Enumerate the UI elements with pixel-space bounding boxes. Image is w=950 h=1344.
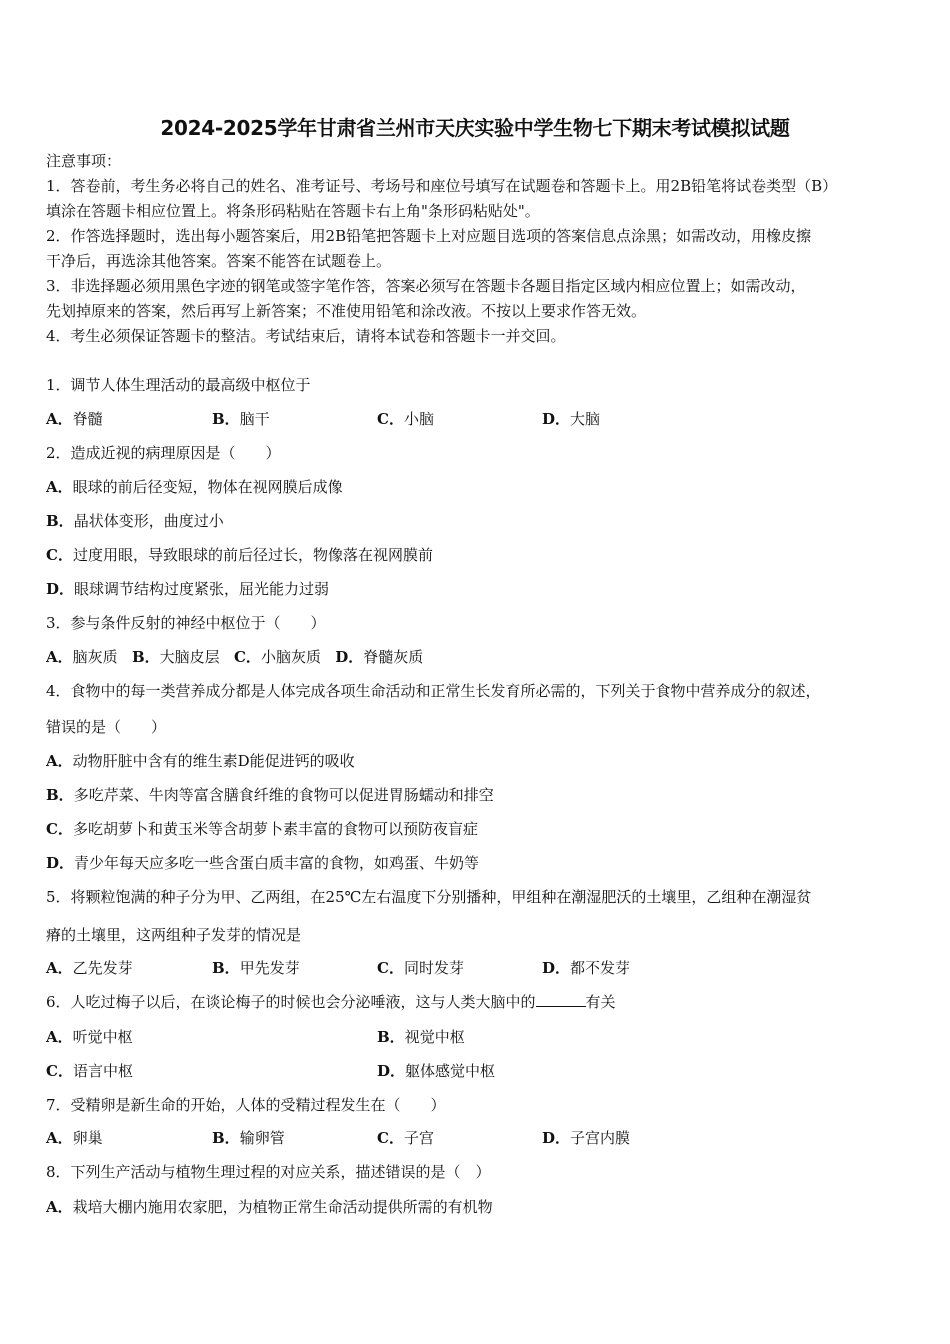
option-text: 小脑 bbox=[403, 410, 434, 428]
q1-option-d bbox=[542, 409, 600, 429]
q2-option-a bbox=[46, 477, 343, 497]
option-text: 脊髓灰质 bbox=[363, 648, 424, 666]
notes-heading: 注意事项： bbox=[46, 152, 122, 170]
option-text: 子宫 bbox=[403, 1129, 434, 1147]
option-label: C． bbox=[46, 820, 73, 838]
option-label: B． bbox=[212, 959, 240, 977]
page-title: 2024-2025学年甘肃省兰州市天庆实验中学生物七下期末考试模拟试题 bbox=[160, 116, 790, 140]
option-text: 多吃芹菜、牛肉等富含膳食纤维的食物可以促进胃肠蠕动和排空 bbox=[73, 786, 494, 804]
option-text: 青少年每天应多吃一些含蛋白质丰富的食物，如鸡蛋、牛奶等 bbox=[74, 854, 480, 872]
option-label: B． bbox=[131, 648, 160, 666]
option-text: 脑干 bbox=[239, 410, 270, 428]
question-7-stem: 7．受精卵是新生命的开始，人体的受精过程发生在（ ） bbox=[46, 1096, 446, 1114]
notes-line: 干净后，再选涂其他答案。答案不能答在试题卷上。 bbox=[46, 252, 392, 270]
option-label: A． bbox=[46, 752, 73, 770]
option-label: D． bbox=[542, 410, 571, 428]
notes-line: 2．作答选择题时，选出每小题答案后，用2B铅笔把答题卡上对应题目选项的答案信息点涂黑；如需改动，用橡皮擦 bbox=[46, 227, 812, 245]
question-1-stem: 1．调节人体生理活动的最高级中枢位于 bbox=[46, 376, 311, 394]
q6-option-a bbox=[46, 1027, 133, 1047]
option-text: 听觉中枢 bbox=[72, 1028, 133, 1046]
q4-option-b bbox=[46, 785, 494, 805]
option-label: A． bbox=[46, 1198, 73, 1216]
q1-option-c bbox=[377, 409, 434, 429]
q2-option-b bbox=[46, 511, 224, 531]
q5-option-b bbox=[212, 958, 300, 978]
stem-text: 有关 bbox=[585, 993, 616, 1011]
q6-option-b bbox=[377, 1027, 465, 1047]
option-label: C． bbox=[46, 1062, 73, 1080]
option-label: C． bbox=[377, 1129, 404, 1147]
option-text: 都不发芽 bbox=[570, 959, 631, 977]
notes-line: 1．答卷前，考生务必将自己的姓名、准考证号、考场号和座位号填写在试题卷和答题卡上。用2B铅笔将试卷类型（B） bbox=[46, 177, 838, 195]
option-text: 过度用眼，导致眼球的前后径过长，物像落在视网膜前 bbox=[72, 546, 433, 564]
q1-option-b bbox=[212, 409, 270, 429]
option-label: D． bbox=[542, 1129, 571, 1147]
option-label: A． bbox=[46, 1129, 73, 1147]
q2-option-c bbox=[46, 545, 433, 565]
question-5-stem: 5．将颗粒饱满的种子分为甲、乙两组，在25℃左右温度下分别播种，甲组种在潮湿肥沃的土壤里，乙组种在潮湿贫 bbox=[46, 888, 812, 906]
option-label: B． bbox=[212, 410, 240, 428]
q1-option-a bbox=[46, 409, 103, 429]
q8-option-a bbox=[46, 1197, 493, 1217]
option-label: D． bbox=[335, 648, 364, 666]
notes-line: 先划掉原来的答案，然后再写上新答案；不准使用铅笔和涂改液。不按以上要求作答无效。 bbox=[46, 302, 647, 320]
answer-blank bbox=[536, 992, 586, 1007]
q5-option-a bbox=[46, 958, 133, 978]
q3-options bbox=[46, 647, 423, 667]
option-text: 语言中枢 bbox=[72, 1062, 133, 1080]
q4-option-a bbox=[46, 751, 355, 771]
option-text: 眼球调节结构过度紧张，屈光能力过弱 bbox=[74, 580, 330, 598]
option-label: D． bbox=[46, 854, 75, 872]
option-label: A． bbox=[46, 648, 73, 666]
question-2-stem: 2．造成近视的病理原因是（ ） bbox=[46, 444, 281, 462]
question-8-stem: 8．下列生产活动与植物生理过程的对应关系，描述错误的是（ ） bbox=[46, 1163, 491, 1181]
option-label: C． bbox=[377, 410, 404, 428]
q2-option-d bbox=[46, 579, 329, 599]
question-4-stem: 4．食物中的每一类营养成分都是人体完成各项生命活动和正常生长发育所必需的，下列关于食物中营养成分的叙述， bbox=[46, 682, 821, 700]
q7-option-a bbox=[46, 1128, 103, 1148]
option-label: A． bbox=[46, 478, 73, 496]
option-text: 子宫内膜 bbox=[570, 1129, 631, 1147]
q4-option-c bbox=[46, 819, 478, 839]
option-text: 躯体感觉中枢 bbox=[405, 1062, 496, 1080]
option-label: A． bbox=[46, 959, 73, 977]
q6-option-d bbox=[377, 1061, 495, 1081]
option-label: D． bbox=[46, 580, 75, 598]
option-text: 甲先发芽 bbox=[239, 959, 300, 977]
option-label: A． bbox=[46, 410, 73, 428]
option-label: C． bbox=[377, 959, 404, 977]
option-text: 大脑 bbox=[570, 410, 601, 428]
q4-option-d bbox=[46, 853, 479, 873]
option-label: C． bbox=[46, 546, 73, 564]
option-text: 脑灰质 bbox=[72, 648, 118, 666]
option-label: B． bbox=[46, 786, 74, 804]
option-text: 栽培大棚内施用农家肥，为植物正常生命活动提供所需的有机物 bbox=[72, 1198, 493, 1216]
option-text: 晶状体变形，曲度过小 bbox=[73, 512, 224, 530]
q7-option-d bbox=[542, 1128, 630, 1148]
option-label: B． bbox=[377, 1028, 405, 1046]
q7-option-c bbox=[377, 1128, 434, 1148]
option-text: 多吃胡萝卜和黄玉米等含胡萝卜素丰富的食物可以预防夜盲症 bbox=[72, 820, 478, 838]
option-label: C． bbox=[233, 648, 261, 666]
option-label: A． bbox=[46, 1028, 73, 1046]
stem-text: 6．人吃过梅子以后，在谈论梅子的时候也会分泌唾液，这与人类大脑中的 bbox=[46, 993, 536, 1011]
option-label: D． bbox=[542, 959, 571, 977]
option-text: 小脑灰质 bbox=[260, 648, 321, 666]
option-label: B． bbox=[46, 512, 74, 530]
option-text: 动物肝脏中含有的维生素D能促进钙的吸收 bbox=[72, 752, 355, 770]
option-text: 同时发芽 bbox=[403, 959, 464, 977]
option-text: 脊髓 bbox=[72, 410, 103, 428]
question-3-stem: 3．参与条件反射的神经中枢位于（ ） bbox=[46, 614, 326, 632]
question-4-stem-cont: 错误的是（ ） bbox=[46, 718, 167, 736]
q5-option-d bbox=[542, 958, 630, 978]
option-text: 眼球的前后径变短，物体在视网膜后成像 bbox=[72, 478, 343, 496]
option-text: 视觉中枢 bbox=[404, 1028, 465, 1046]
option-text: 输卵管 bbox=[239, 1129, 285, 1147]
notes-line: 填涂在答题卡相应位置上。将条形码粘贴在答题卡右上角"条形码粘贴处"。 bbox=[46, 202, 540, 220]
question-6-stem bbox=[46, 992, 616, 1012]
option-label: B． bbox=[212, 1129, 240, 1147]
option-text: 卵巢 bbox=[72, 1129, 103, 1147]
q7-option-b bbox=[212, 1128, 285, 1148]
notes-line: 4．考生必须保证答题卡的整洁。考试结束后，请将本试卷和答题卡一并交回。 bbox=[46, 327, 566, 345]
question-5-stem-cont: 瘠的土壤里，这两组种子发芽的情况是 bbox=[46, 926, 302, 944]
option-text: 大脑皮层 bbox=[159, 648, 220, 666]
option-text: 乙先发芽 bbox=[72, 959, 133, 977]
option-label: D． bbox=[377, 1062, 406, 1080]
notes-line: 3．非选择题必须用黑色字迹的钢笔或签字笔作答，答案必须写在答题卡各题目指定区域内相应位置上；如需改动， bbox=[46, 277, 806, 295]
q5-option-c bbox=[377, 958, 464, 978]
q6-option-c bbox=[46, 1061, 133, 1081]
